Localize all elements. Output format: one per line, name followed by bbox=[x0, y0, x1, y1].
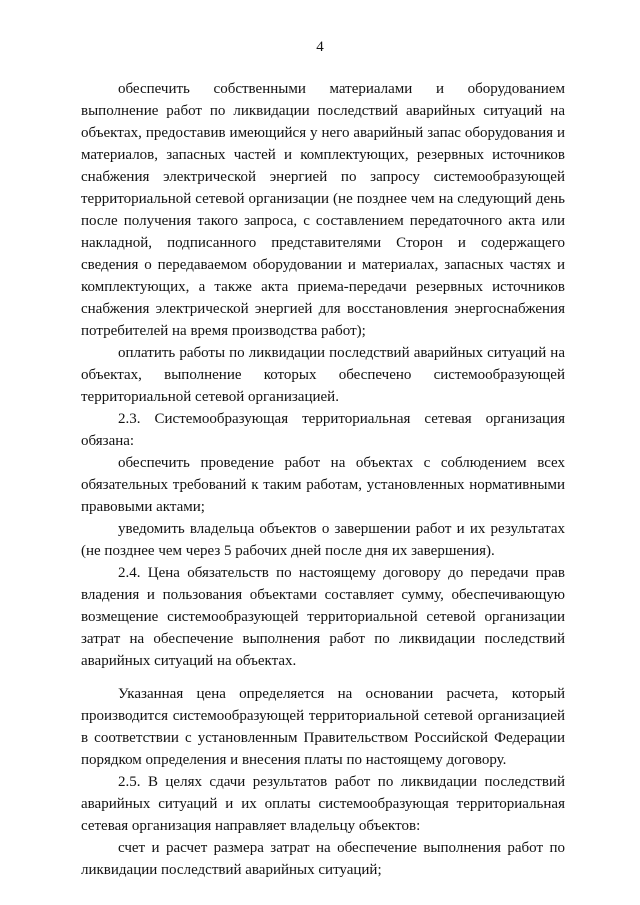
page-number: 4 bbox=[316, 39, 324, 55]
paragraph-4: обеспечить проведение работ на объектах с соблюдением всех обязательных требований к таким работам, установленных нормативными правовыми актами; bbox=[81, 455, 565, 515]
paragraph-7: Указанная цена определяется на основании расчета, который производится системообразующей территориальной сетевой организацией в соответствии с установленным Правительством Российской Федерации порядком определения и внесения платы по настоящему договору. bbox=[81, 686, 565, 768]
paragraph-9: счет и расчет размера затрат на обеспечение выполнения работ по ликвидации последствий аварийных ситуаций; bbox=[81, 840, 565, 878]
paragraph-2: оплатить работы по ликвидации последствий аварийных ситуаций на объектах, выполнение которых обеспечено системообразующей территориальной сетевой организацией. bbox=[81, 345, 565, 405]
document-body bbox=[81, 78, 565, 881]
paragraph-1: обеспечить собственными материалами и оборудованием выполнение работ по ликвидации последствий аварийных ситуаций на объектах, предоставив имеющийся у него аварийный запас оборудования и материалов, запасных частей и комплектующих, резервных источников снабжения электрической энергией по запросу системообразующей территориальной сетевой организации (не позднее чем на следующий день после получения такого запроса, с составлением передаточного акта или накладной, подписанного представителями Сторон и содержащего сведения о передаваемом оборудовании и материалах, запасных частях и комплектующих, а также акта приема-передачи резервных источников снабжения электрической энергией для восстановления энергоснабжения потребителей на время производства работ); bbox=[81, 81, 565, 339]
paragraph-6-section-2-4: 2.4. Цена обязательств по настоящему договору до передачи прав владения и пользования объектами составляет сумму, обеспечивающую возмещение системообразующей территориальной сетевой организации затрат на обеспечение выполнения работ по ликвидации последствий аварийных ситуаций на объектах. bbox=[81, 565, 565, 669]
paragraph-3-section-2-3: 2.3. Системообразующая территориальная сетевая организация обязана: bbox=[81, 411, 565, 449]
paragraph-8-section-2-5: 2.5. В целях сдачи результатов работ по ликвидации последствий аварийных ситуаций и их оплаты системообразующая территориальная сетевая организация направляет владельцу объектов: bbox=[81, 774, 565, 834]
paragraph-5: уведомить владельца объектов о завершении работ и их результатах (не позднее чем через 5 рабочих дней после дня их завершения). bbox=[81, 521, 565, 559]
